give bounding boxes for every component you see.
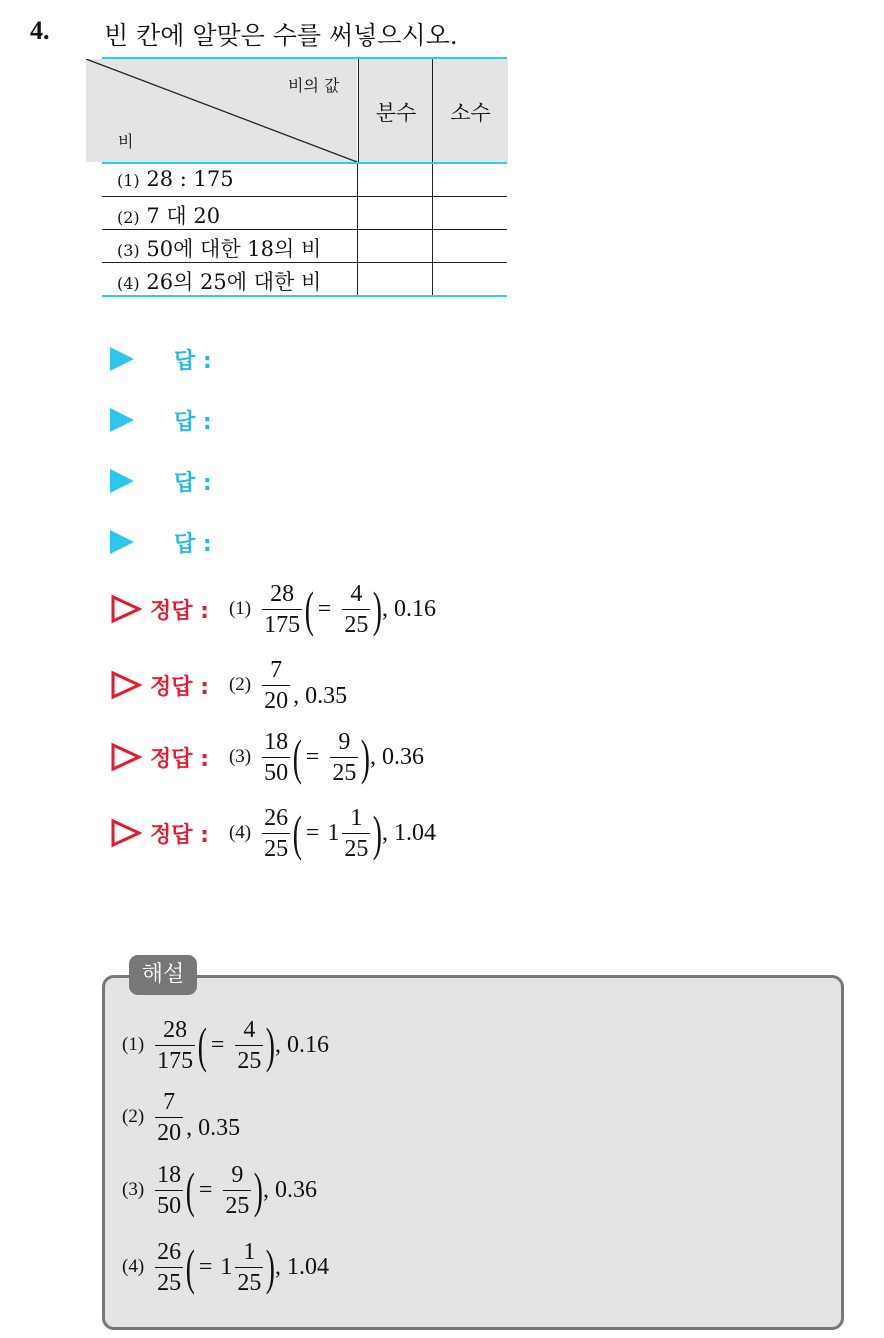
answer-line[interactable] [110,464,212,498]
answer-label: 답 : [174,409,212,435]
question-text: 빈 칸에 알맞은 수를 써넣으시오. [104,21,458,50]
table-row: (4) 26의 25에 대한 비 [102,263,507,297]
correct-label: 정답 : [150,598,209,624]
table-row: (3) 50에 대한 18의 비 [102,230,507,263]
play-triangle-icon [110,530,134,554]
ratio-table [102,57,507,297]
header-decimal: 소수 [432,59,508,162]
answer-label: 답 : [174,470,212,496]
play-triangle-icon [110,347,134,371]
outline-triangle-icon [110,742,142,772]
explanation-line-2: (2) $\frac{7}{20}$ , 0.35 [122,1088,241,1146]
correct-label: 정답 : [150,674,209,700]
explanation-line-4: (4) $\frac{26}{25}$ ( = 1 $\frac{1}{25}$ ) , 1.04 [122,1238,330,1296]
header-ratio-label: 비 [118,132,134,151]
outline-triangle-icon [110,818,142,848]
answer-line[interactable] [110,342,212,376]
answer-label: 답 : [174,348,212,374]
play-triangle-icon [110,469,134,493]
correct-answer-2: 정답 : (2) $\frac{7}{20}$ , 0.35 [110,650,347,720]
answer-line[interactable] [110,403,212,437]
correct-label: 정답 : [150,822,209,848]
correct-label: 정답 : [150,746,209,772]
header-fraction: 분수 [358,59,433,162]
outline-triangle-icon [110,670,142,700]
outline-triangle-icon [110,594,142,624]
explanation-tag: 해설 [129,955,197,995]
explanation-line-3: (3) $\frac{18}{50}$ ( = $\frac{9}{25}$ ) , 0.36 [122,1161,318,1219]
correct-answer-3: 정답 : (3) $\frac{18}{50}$ ( = $\frac{9}{25}$ ) , 0.36 [110,722,424,792]
table-row: (2) 7 대 20 [102,197,507,230]
answer-line[interactable] [110,525,212,559]
correct-answer-1: 정답 : (1) $\frac{28}{175}$ ( = $\frac{4}{25}$ ) , 0.16 [110,574,436,644]
explanation-line-1: (1) $\frac{28}{175}$ ( = $\frac{4}{25}$ ) , 0.16 [122,1016,330,1074]
question-number: 4. [30,16,50,45]
answer-label: 답 : [174,531,212,557]
header-value-label: 비의 값 [288,76,340,95]
table-header [102,57,507,164]
table-row: (1) 28 : 175 [102,164,507,197]
correct-answer-4: 정답 : (4) $\frac{26}{25}$ ( = 1 $\frac{1}{25}$ ) , 1.04 [110,798,436,868]
play-triangle-icon [110,408,134,432]
